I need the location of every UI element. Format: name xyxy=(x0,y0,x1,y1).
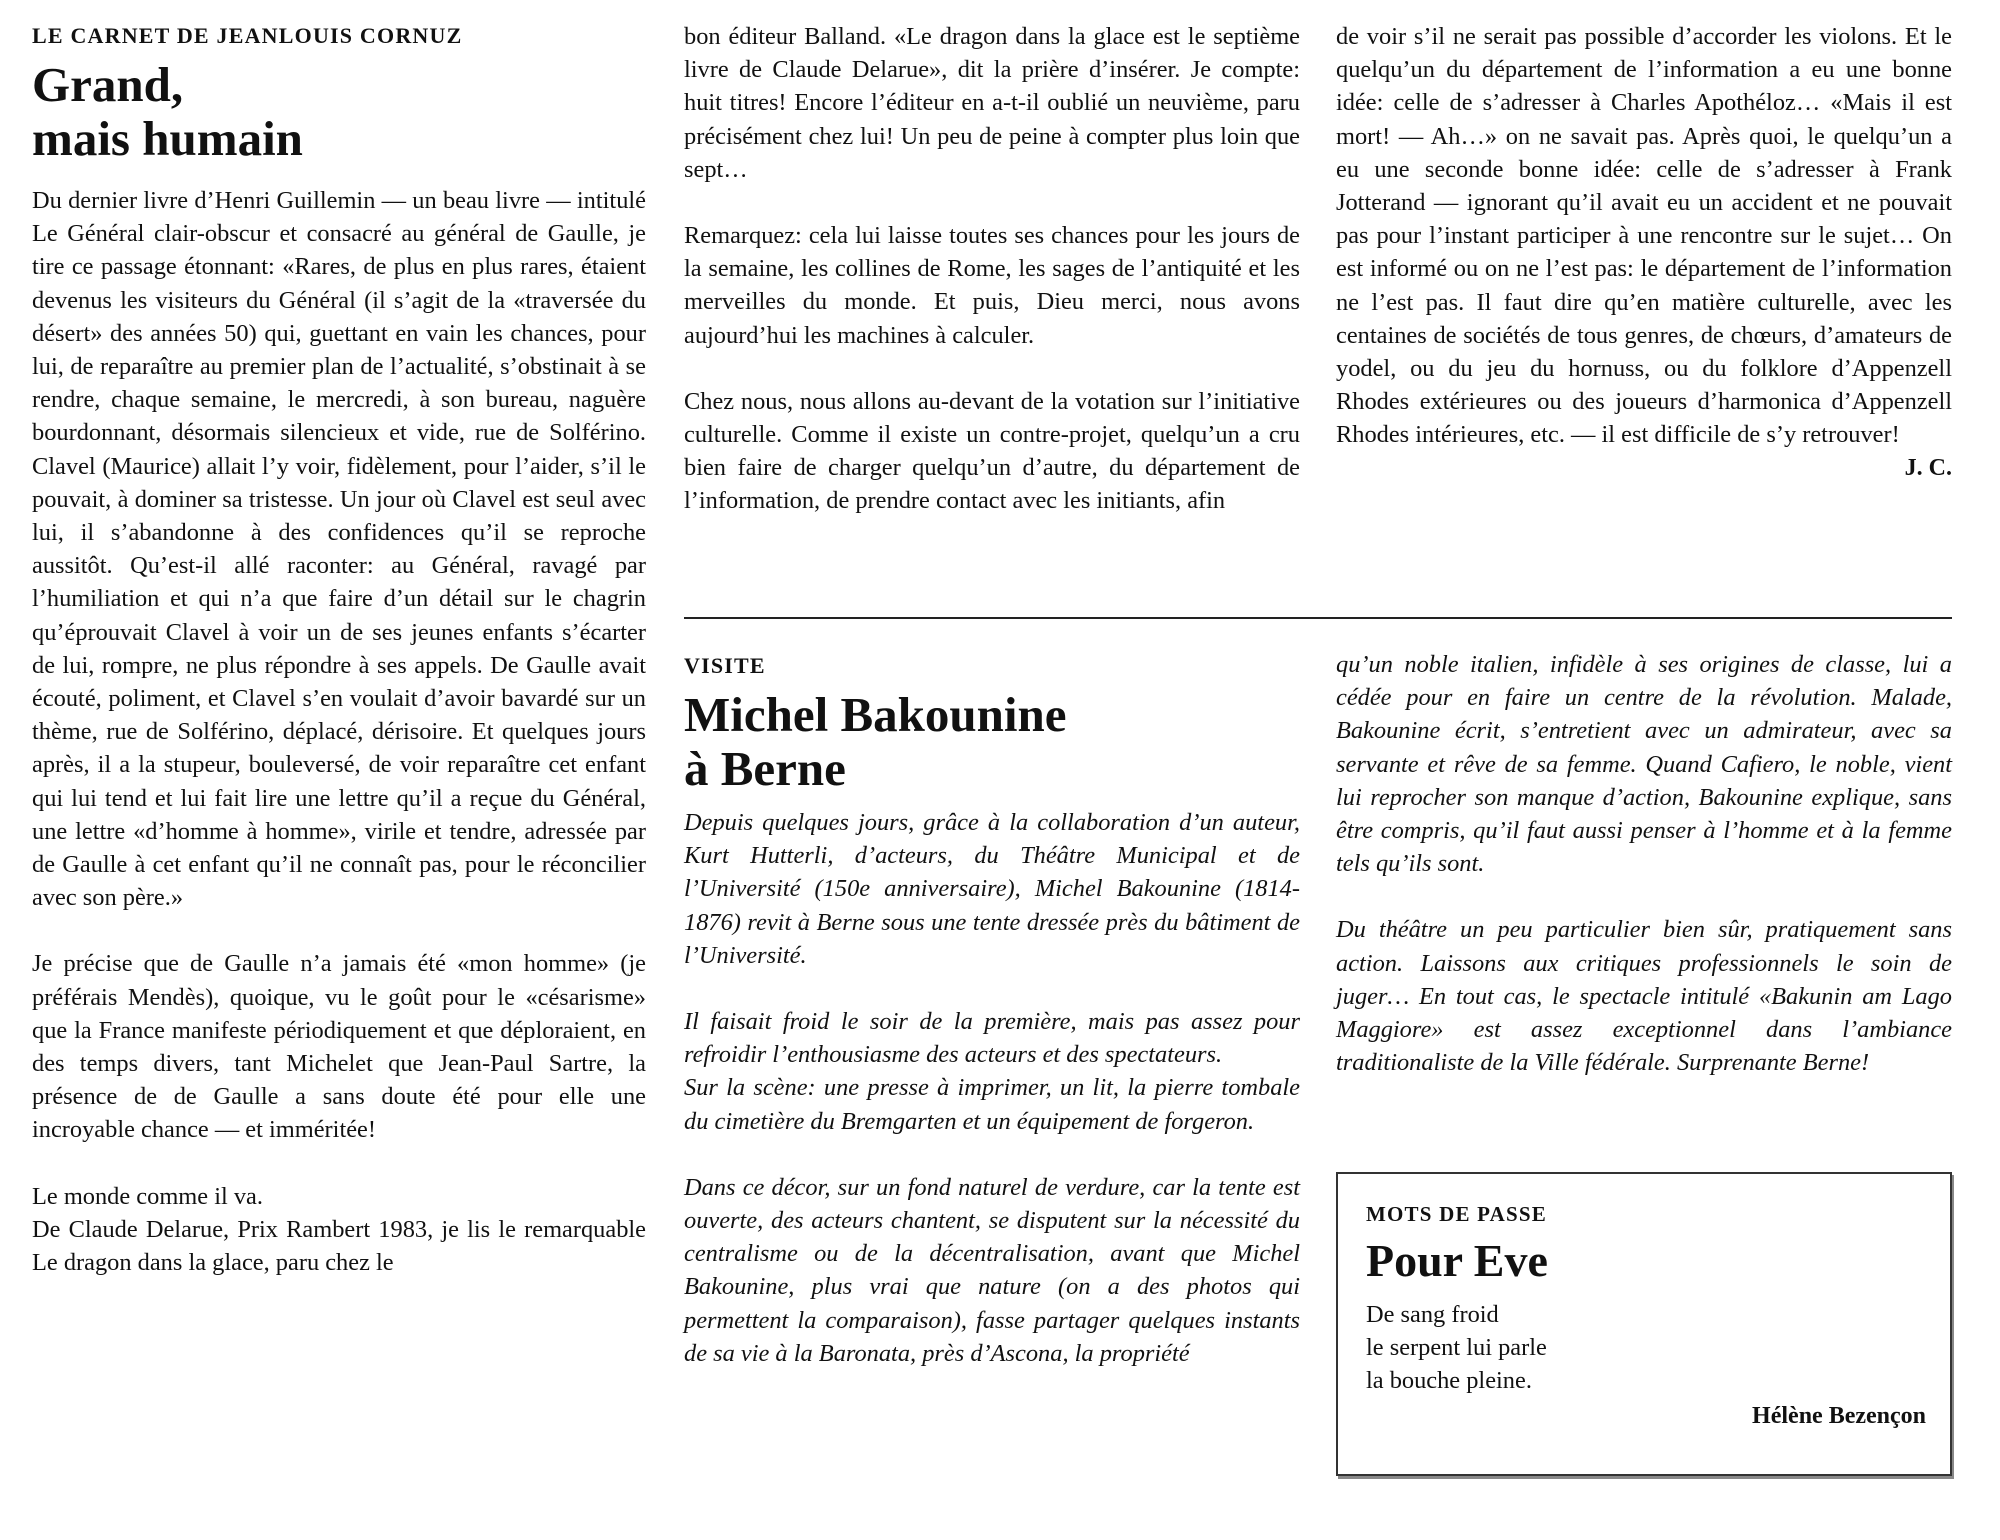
article2-paragraph: qu’un noble italien, infidèle à ses origines de classe, lui a cédée pour en faire un centre de la révolution. Malade, Bakounine écrit, s’entretient avec un admirateur, avec sa servante et rêve de sa femme. Quand Cafiero, le noble, vient lui reprocher son manque d’action, Bakounine explique, sans être compris, qu’il faut aussi penser à l’homme et à la femme tels qu’ils sont. xyxy=(1336,651,1952,878)
article1-paragraph: De Claude Delarue, Prix Rambert 1983, je lis le remarquable Le dragon dans la glace, paru chez le xyxy=(32,1215,646,1277)
article2-paragraph: Dans ce décor, sur un fond naturel de verdure, car la tente est ouverte, des acteurs chantent, se disputent sur la nécessité du centralisme ou de la décentralisation, avant que Michel Bakounine, plus vrai que nature (on a des photos qui permettent la comparaison), fasse partager quelques instants de sa vie à la Baronata, près d’Ascona, la propriété xyxy=(684,1173,1300,1367)
article1-paragraph-monde-line: Le monde comme il va. xyxy=(32,1182,263,1210)
article2-paragraph: Il faisait froid le soir de la première, mais pas assez pour refroidir l’enthousiasme des acteurs et des spectateurs. xyxy=(684,1008,1300,1069)
article1-column2 xyxy=(684,20,1300,518)
article1-column1 xyxy=(32,22,646,1279)
poem-author: Hélène Bezençon xyxy=(1752,1402,1926,1429)
article1-paragraph: Du dernier livre d’Henri Guillemin — un beau livre — intitulé Le Général clair-obscur et consacré au général de Gaulle, je tire ce passage étonnant: «Rares, de plus en plus rares, étaient devenus les visiteurs du Général (il s’agit de la «traversée du désert» des années 50) qui, guettant en vain les chances, pour lui, de reparaître au premier plan de l’actualité, s’obstinait à se rendre, chaque semaine, le mercredi, à son bureau, naguère bourdonnant, désormais silencieux et vide, rue de Solférino. Clavel (Maurice) allait l’y voir, fidèlement, pour l’aider, s’il le pouvait, à dominer sa tristesse. Un jour où Clavel est seul avec lui, il s’abandonne à des confidences qu’il se reproche aussitôt. Qu’est-il allé raconter: au Général, ravagé par l’humiliation et qui n’a que faire d’un détail sur le chagrin qu’éprouvait Clavel à voir un de ses jeunes enfants s’écarter de lui, rompre, ne plus répondre à ses appels. De Gaulle avait écouté, poliment, et Clavel s’en voulait d’avoir bavardé sur un thème, rue de Solférino, déplacé, dérisoire. Et quelques jours après, il a la stupeur, bouleversé, de voir reparaître cet enfant qui lui tend et lui fait lire une lettre qu’il a reçue du Général, une lettre «d’homme à homme», virile et tendre, adressée par de Gaulle à cet enfant qu’il ne connaît pas, pour le réconcilier avec son père.» xyxy=(32,187,646,912)
article2-headline-line1: Michel Bakounine xyxy=(684,687,1067,742)
poem-box xyxy=(1336,1172,1952,1476)
article1-headline xyxy=(32,58,646,166)
article1-paragraph: Je précise que de Gaulle n’a jamais été «mon homme» (je préférais Mendès), quoique, vu le goût pour le «césarisme» que la France manifeste périodiquement et que déploraient, en des temps divers, tant Michelet que Jean-Paul Sartre, la présence de de Gaulle a sans doute été pour elle une incroyable chance — et imméritée! xyxy=(32,950,646,1144)
section-divider xyxy=(684,617,1952,619)
poem-line: la bouche pleine. xyxy=(1366,1367,1532,1395)
poem-line: De sang froid xyxy=(1366,1301,1499,1328)
article1-headline-line2: mais humain xyxy=(32,111,303,166)
poem-lines xyxy=(1366,1298,1926,1398)
article2-paragraph: Sur la scène: une presse à imprimer, un lit, la pierre tombale du cimetière du Bremgarten et un équipement de forgeron. xyxy=(684,1074,1300,1135)
article1-signature: J. C. xyxy=(1904,454,1952,481)
article2-column3 xyxy=(1336,648,1952,1079)
article2-paragraph: Depuis quelques jours, grâce à la collaboration d’un auteur, Kurt Hutterli, d’acteurs, du Théâtre Municipal et de l’Université (150e anniversaire), Michel Bakounine (1814-1876) revit à Berne sous une tente dressée près du bâtiment de l’Université. xyxy=(684,809,1300,969)
article1-paragraph: Remarquez: cela lui laisse toutes ses chances pour les jours de la semaine, les collines de Rome, les sages de l’antiquité et les merveilles du monde. Et puis, Dieu merci, nous avons aujourd’hui les machines à calculer. xyxy=(684,222,1300,349)
article1-column3 xyxy=(1336,20,1952,485)
article1-paragraph: Chez nous, nous allons au-devant de la votation sur l’initiative culturelle. Comme il existe un contre-projet, quelqu’un a cru bien faire de charger quelqu’un d’autre, du département de l’information, de prendre contact avec les initiants, afin xyxy=(684,387,1300,515)
article2-headline-line2: à Berne xyxy=(684,741,846,796)
article2-paragraph: Du théâtre un peu particulier bien sûr, pratiquement sans action. Laissons aux critiques professionnels le soin de juger… En tout cas, le spectacle intitulé «Bakunin am Lago Maggiore» est assez exceptionnel dans l’ambiance traditionaliste de la Ville fédérale. Surprenante Berne! xyxy=(1336,916,1952,1077)
article1-paragraph: de voir s’il ne serait pas possible d’accorder les violons. Et le quelqu’un du département de l’information a eu une bonne idée: celle de s’adresser à Charles Apothéloz… «Mais il est mort! — Ah…» on ne savait pas. Après quoi, le quelqu’un a eu une seconde bonne idée: celle de s’adresser à Frank Jotterand — ignorant qu’il avait eu un accident et ne pouvait pas pour l’instant participer à une rencontre sur le sujet… On est informé ou on ne l’est pas: le département de l’information ne l’est pas. Il faut dire qu’en matière culturelle, avec les centaines de sociétés de tous genres, de chœurs, d’amateurs de yodel, ou du jeu du hornuss, ou du folklore d’Appenzell Rhodes extérieures ou des joueurs d’harmonica d’Appenzell Rhodes intérieures, etc. — il est difficile de s’y retrouver! xyxy=(1336,23,1952,449)
article1-paragraph: bon éditeur Balland. «Le dragon dans la glace est le septième livre de Claude Delarue», dit la prière d’insérer. Je compte: huit titres! Encore l’éditeur en a-t-il oublié un neuvième, paru précisément chez lui! Un peu de peine à compter plus loin que sept… xyxy=(684,23,1300,183)
article1-kicker: LE CARNET DE JEANLOUIS CORNUZ xyxy=(32,23,463,48)
poem-line: le serpent lui parle xyxy=(1366,1334,1547,1362)
article2-column2 xyxy=(684,652,1300,1370)
poem-title: Pour Eve xyxy=(1366,1235,1548,1286)
article1-headline-line1: Grand, xyxy=(32,57,184,112)
poem-kicker: MOTS DE PASSE xyxy=(1366,1202,1547,1226)
article2-kicker: VISITE xyxy=(684,653,766,678)
article2-headline xyxy=(684,688,1300,796)
